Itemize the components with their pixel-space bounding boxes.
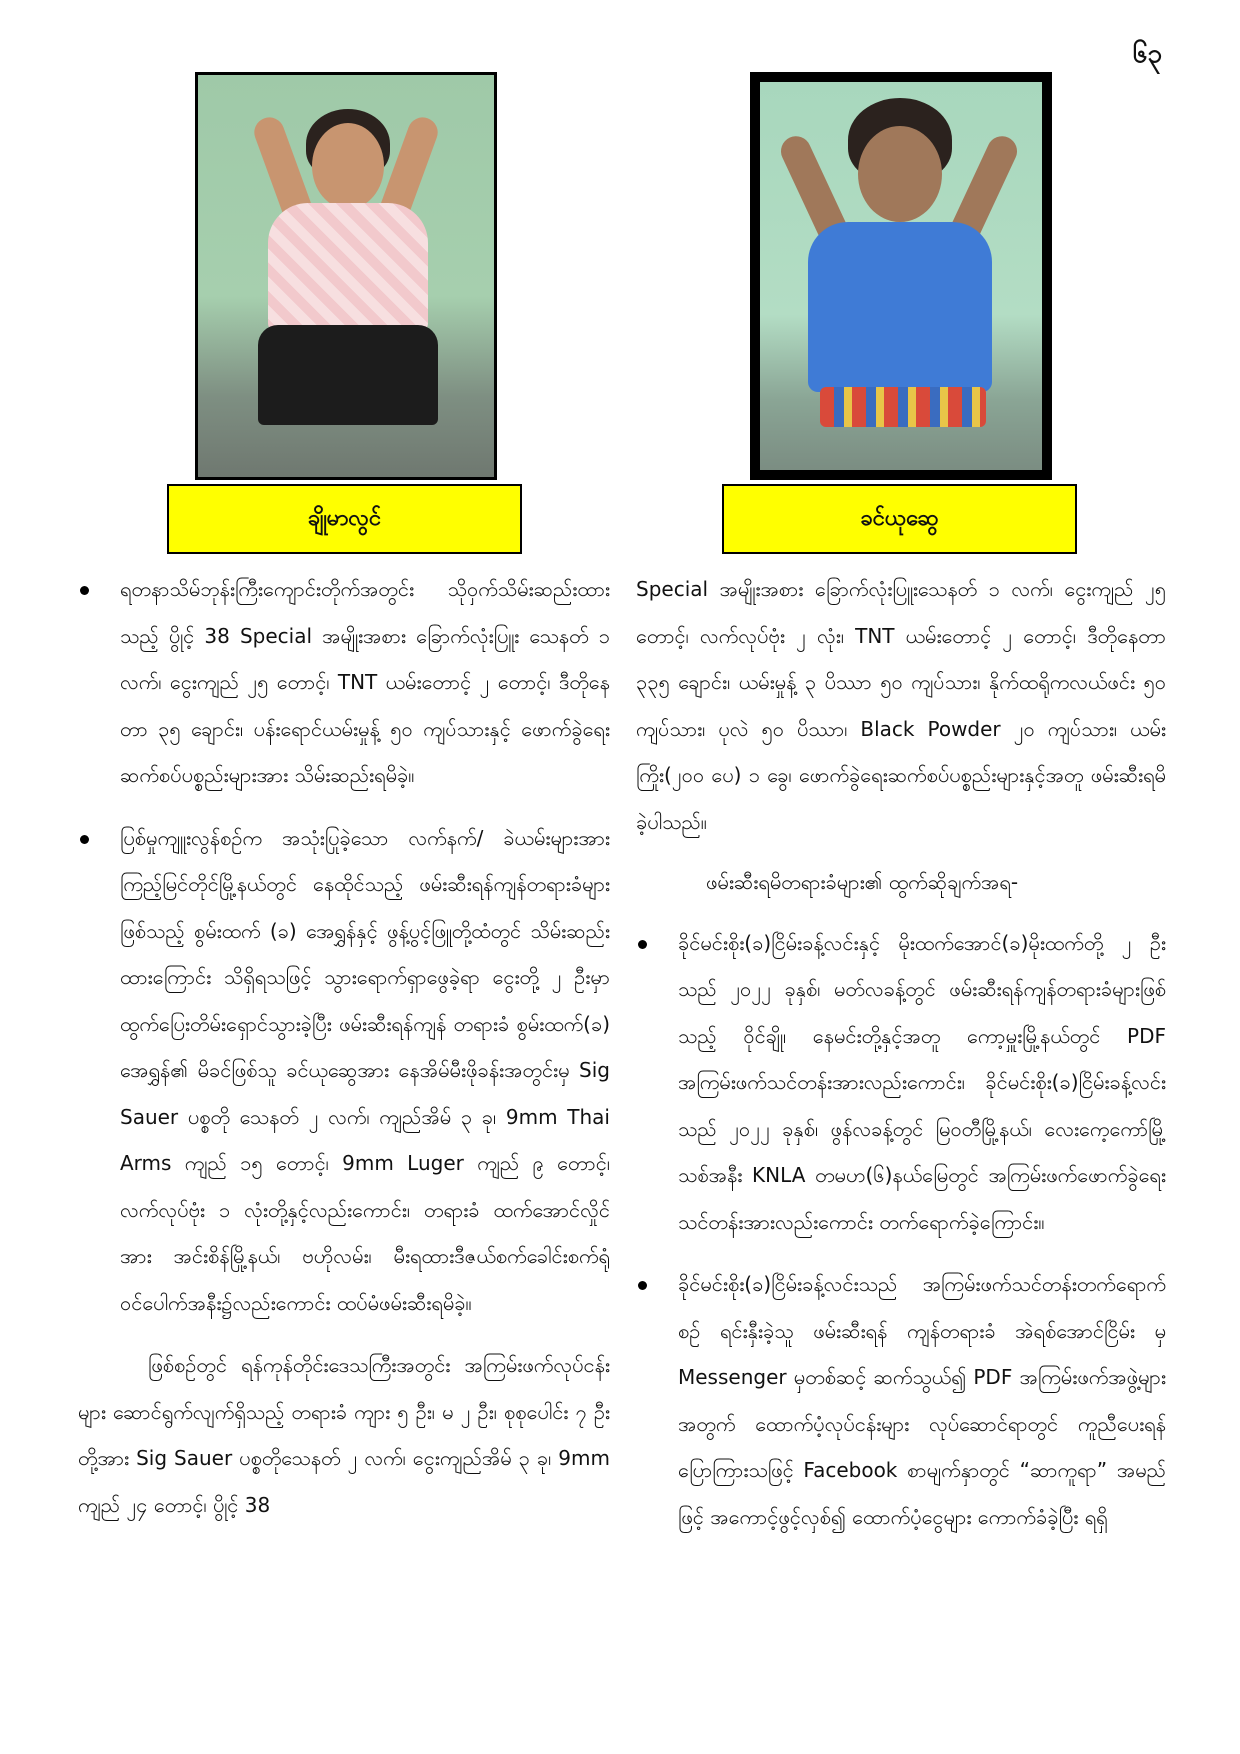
right-continuation: Special အမျိုးအစား ခြောက်လုံးပြူးသေနတ် ၁ လက်၊ ငွေးကျည် ၂၅ တောင့်၊ လက်လုပ်ဗုံး ၂ လုံး၊ TNT ယမ်းတောင့် ၂ တောင့်၊ ဒီတိုနေတာ ၃၃၅ ချောင်း၊ ယမ်းမှုန့် ၃ ပိဿာ ၅၀ ကျပ်သား၊ နိုက်ထရိုကလယ်ဖင်း ၅၀ ကျပ်သား၊ ပုလဲ ၅၀ ပိဿာ၊ Black Powder ၂၀ ကျပ်သား၊ ယမ်းကြိုး(၂၀၀ ပေ) ၁ ခွေ၊ ဖောက်ခွဲရေးဆက်စပ်ပစ္စည်းများနှင့်အတူ ဖမ်းဆီးရမိခဲ့ပါသည်။ [636, 577, 1166, 834]
left-bullet-2 [78, 815, 610, 1327]
bullet-dot [80, 586, 89, 595]
right-heading: ဖမ်းဆီးရမိတရားခံများ၏ ထွက်ဆိုချက်အရ- [706, 870, 1019, 894]
photo-right [750, 72, 1052, 480]
right-bullet-2-text: ခိုင်မင်းစိုး(ခ)ငြိမ်းခန့်လင်းသည် အကြမ်းဖက်သင်တန်းတက်ရောက်စဉ် ရင်းနှီးခဲ့သူ ဖမ်းဆီးရန် ကျန်တရားခံ အဲရစ်အောင်ငြိမ်း မှ Messenger မှတစ်ဆင့် ဆက်သွယ်၍ PDF အကြမ်းဖက်အဖွဲ့များအတွက် ထောက်ပံ့လုပ်ငန်းများ လုပ်ဆောင်ရာတွင် ကူညီပေးရန် ပြောကြားသဖြင့် Facebook စာမျက်နှာတွင် “ဆာကူရာ” အမည်ဖြင့် အကောင့်ဖွင့်လှစ်၍ ထောက်ပံ့ငွေများ ကောက်ခံခဲ့ပြီး ရရှိ [678, 1272, 1166, 1529]
photo-left [195, 72, 497, 480]
bullet-dot [638, 940, 647, 949]
left-bullet-1 [78, 566, 610, 799]
left-paragraph: ဖြစ်စဉ်တွင် ရန်ကုန်တိုင်းဒေသကြီးအတွင်း အကြမ်းဖက်လုပ်ငန်းများ ဆောင်ရွက်လျက်ရှိသည့် တရားခံ ကျား ၅ ဦး၊ မ ၂ ဦး၊ စုစုပေါင်း ၇ ဦးတို့အား Sig Sauer ပစ္စတိုသေနတ် ၂ လက်၊ ငွေးကျည်အိမ် ၃ ခု၊ 9mm ကျည် ၂၄ တောင့်၊ ပွိုင့် 38 [78, 1353, 610, 1517]
right-bullet-1 [636, 920, 1166, 1246]
photo-right-image [760, 82, 1042, 470]
page-number: ၆၃ [1132, 39, 1162, 69]
bullet-dot [80, 835, 89, 844]
left-bullet-1-text: ရတနာသိမ်ဘုန်းကြီးကျောင်းတိုက်အတွင်း သိုဝှက်သိမ်းဆည်းထားသည့် ပွိုင့် 38 Special အမျိုးအစား ခြောက်လုံးပြူး သေနတ် ၁ လက်၊ ငွေးကျည် ၂၅ တောင့်၊ TNT ယမ်းတောင့် ၂ တောင့်၊ ဒီတိုနေတာ ၃၅ ချောင်း၊ ပန်းရောင်ယမ်းမှုန့် ၅၀ ကျပ်သားနှင့် ဖောက်ခွဲရေးဆက်စပ်ပစ္စည်းများအား သိမ်းဆည်းရမိခဲ့။ [120, 577, 610, 787]
left-column [78, 566, 610, 1542]
right-bullet-1-text: ခိုင်မင်းစိုး(ခ)ငြိမ်းခန့်လင်းနှင့် မိုးထက်အောင်(ခ)မိုးထက်တို့ ၂ ဦးသည် ၂၀၂၂ ခုနှစ်၊ မတ်လခန့်တွင် ဖမ်းဆီးရန်ကျန်တရားခံများဖြစ်သည့် ဝိုင်ချို၊ နေမင်းတို့နှင့်အတူ ကော့မှူးမြို့နယ်တွင် PDF အကြမ်းဖက်သင်တန်းအားလည်းကောင်း၊ ခိုင်မင်းစိုး(ခ)ငြိမ်းခန့်လင်းသည် ၂၀၂၂ ခုနှစ်၊ ဖွန်လခန့်တွင် မြဝတီမြို့နယ်၊ လေးကေ့ကော်မြို့သစ်အနီး KNLA တမဟ(၆)နယ်မြေတွင် အကြမ်းဖက်ဖောက်ခွဲရေးသင်တန်းအားလည်းကောင်း တက်ရောက်ခဲ့ကြောင်း။ [678, 930, 1166, 1234]
caption-right: ခင်ယုဆွေ [722, 484, 1077, 554]
left-bullet-2-text: ပြစ်မှုကျူးလွန်စဉ်က အသုံးပြုခဲ့သော လက်နက်/ ခဲယမ်းများအား ကြည့်မြင်တိုင်မြို့နယ်တွင် နေထိုင်သည့် ဖမ်းဆီးရန်ကျန်တရားခံများဖြစ်သည့် စွမ်းထက် (ခ) အေရွှန်နှင့် ဖွန့်ပွင့်ဖြူတို့ထံတွင် သိမ်းဆည်းထားကြောင်း သိရှိရသဖြင့် သွားရောက်ရှာဖွေခဲ့ရာ ငွေးတို့ ၂ ဦးမှာ ထွက်ပြေးတိမ်းရှောင်သွားခဲ့ပြီး ဖမ်းဆီးရန်ကျန် တရားခံ စွမ်းထက်(ခ) အေရွှန်၏ မိခင်ဖြစ်သူ ခင်ယုဆွေအား နေအိမ်မီးဖိုခန်းအတွင်းမှ Sig Sauer ပစ္စတို သေနတ် ၂ လက်၊ ကျည်အိမ် ၃ ခု၊ 9mm Thai Arms ကျည် ၁၅ တောင့်၊ 9mm Luger ကျည် ၉ တောင့်၊ လက်လုပ်ဗုံး ၁ လုံးတို့နှင့်လည်းကောင်း၊ တရားခံ ထက်အောင်လှိုင်အား အင်းစိန်မြို့နယ်၊ ဗဟိုလမ်း၊ မီးရထားဒီဇယ်စက်ခေါင်းစက်ရုံ ဝင်ပေါက်အနီး၌လည်းကောင်း ထပ်မံဖမ်းဆီးရမိခဲ့။ [120, 825, 610, 1315]
right-column [636, 566, 1166, 1556]
photo-left-image [198, 75, 494, 477]
caption-left: ချိုမာလွင် [167, 484, 522, 554]
right-bullet-2 [636, 1261, 1166, 1540]
bullet-dot [638, 1281, 647, 1290]
